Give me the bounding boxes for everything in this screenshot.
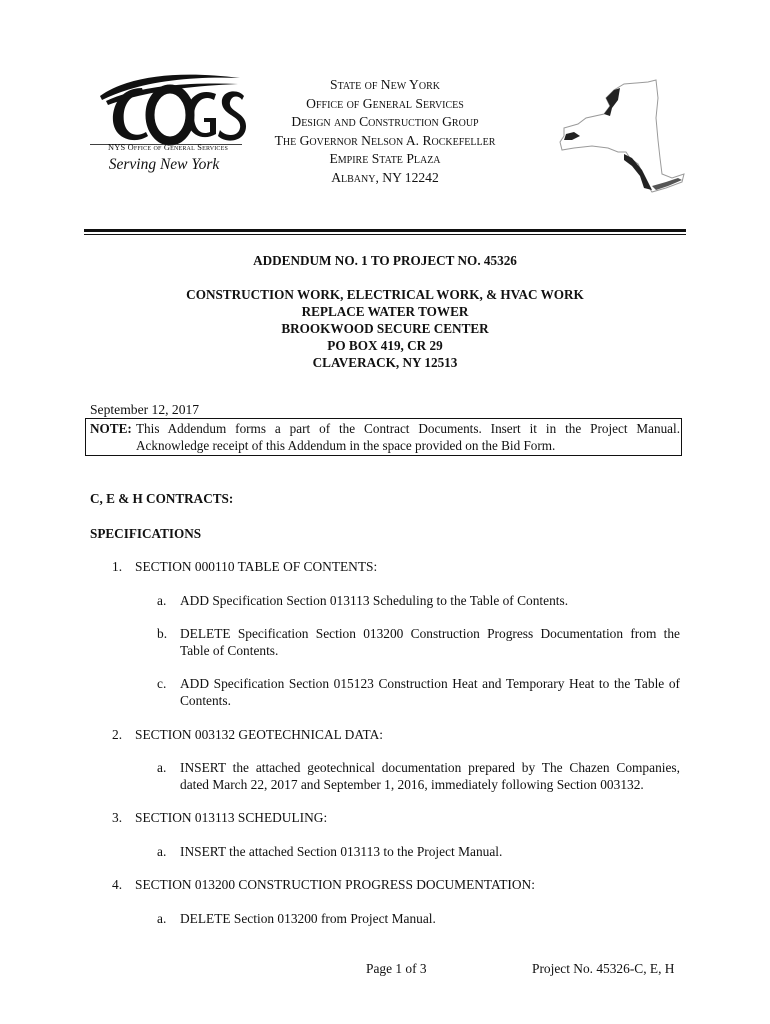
sub-item-letter: a. xyxy=(157,593,167,608)
section-title: SECTION 003132 GEOTECHNICAL DATA: xyxy=(135,727,383,742)
sub-item-letter: a. xyxy=(157,844,167,859)
section-title: SECTION 013113 SCHEDULING: xyxy=(135,810,328,825)
contracts-heading: C, E & H CONTRACTS: xyxy=(90,491,234,506)
sub-item-text: ADD Specification Section 013113 Scheduling to the Table of Contents. xyxy=(180,593,569,608)
note-label: NOTE: xyxy=(90,421,132,436)
header-rule-thick xyxy=(84,229,686,232)
section-title: SECTION 000110 TABLE OF CONTENTS: xyxy=(135,559,378,574)
ogs-logo-mark xyxy=(88,70,248,146)
sub-item-text: INSERT the attached geotechnical documentation prepared by The Chazen Companies, dated March 22, 2017 and September 1, 2016, immediately following Section 003132. xyxy=(180,760,680,792)
page-number: Page 1 of 3 xyxy=(366,961,427,976)
addendum-title-block xyxy=(84,252,686,371)
logo-subtitle: NYS Office of General Services xyxy=(107,143,229,152)
addendum-date: September 12, 2017 xyxy=(90,402,200,417)
addendum-title: ADDENDUM NO. 1 TO PROJECT NO. 45326 xyxy=(253,253,517,268)
sub-item-text: DELETE Specification Section 013200 Construction Progress Documentation from the Table of Contents. xyxy=(180,626,680,658)
sub-item-letter: c. xyxy=(157,676,167,691)
agency-line: Design and Construction Group xyxy=(291,114,479,130)
sub-item-letter: a. xyxy=(157,760,167,775)
sub-item-letter: a. xyxy=(157,911,167,926)
logo-tagline: Serving New York xyxy=(108,156,220,173)
agency-address-block xyxy=(250,76,520,188)
agency-line: State of New York xyxy=(330,77,440,92)
sub-item-text: ADD Specification Section 015123 Construction Heat and Temporary Heat to the Table of Contents. xyxy=(180,676,680,708)
new-york-state-map-icon xyxy=(552,78,687,196)
ogs-logo xyxy=(88,70,248,182)
agency-line: Office of General Services xyxy=(306,95,464,111)
sub-item-letter: b. xyxy=(157,626,168,641)
section-number: 1. xyxy=(112,559,123,574)
project-line: CLAVERACK, NY 12513 xyxy=(312,355,458,370)
agency-line: The Governor Nelson A. Rockefeller xyxy=(274,132,496,148)
section-title: SECTION 013200 CONSTRUCTION PROGRESS DOCUMENTATION: xyxy=(135,877,535,892)
footer-project-number: Project No. 45326-C, E, H xyxy=(532,961,675,976)
section-number: 4. xyxy=(112,877,123,892)
project-line: REPLACE WATER TOWER xyxy=(301,304,469,319)
section-number: 3. xyxy=(112,810,123,825)
sub-item-text: INSERT the attached Section 013113 to the Project Manual. xyxy=(180,844,503,859)
project-line: CONSTRUCTION WORK, ELECTRICAL WORK, & HVAC WORK xyxy=(186,287,584,302)
sub-item-text: DELETE Section 013200 from Project Manual. xyxy=(180,911,436,926)
section-number: 2. xyxy=(112,727,123,742)
project-line: BROOKWOOD SECURE CENTER xyxy=(281,321,489,336)
project-line: PO BOX 419, CR 29 xyxy=(327,338,443,353)
header-rule-thin xyxy=(84,234,686,235)
agency-line: Empire State Plaza xyxy=(329,151,441,167)
note-box xyxy=(85,418,682,456)
note-text-line: Acknowledge receipt of this Addendum in the space provided on the Bid Form. xyxy=(136,438,556,453)
specifications-heading: SPECIFICATIONS xyxy=(90,526,202,541)
note-text-line: This Addendum forms a part of the Contract Documents. Insert it in the Project Manual. xyxy=(136,421,680,436)
agency-line: Albany, NY 12242 xyxy=(331,169,439,185)
